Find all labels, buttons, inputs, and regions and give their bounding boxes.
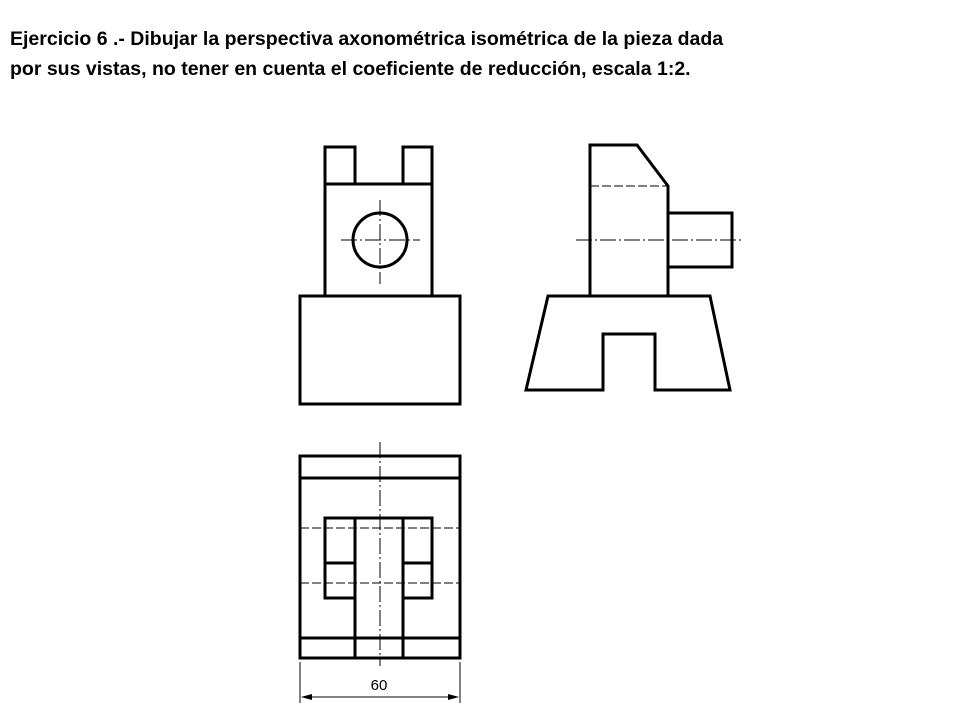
dimension-label: 60 — [370, 677, 388, 694]
side-view-upright — [590, 145, 668, 296]
top-view — [300, 442, 460, 666]
front-view-upright — [325, 147, 432, 296]
dimension-arrow-left — [301, 694, 312, 700]
side-view-base — [526, 296, 730, 390]
dimension-arrow-right — [448, 694, 459, 700]
front-view — [300, 147, 460, 404]
exercise-statement-line-1: Ejercicio 6 .- Dibujar la perspectiva axonométrica isométrica de la pieza dada — [10, 28, 724, 50]
front-view-base — [300, 296, 460, 404]
side-view — [526, 145, 744, 390]
dimension-60 — [300, 662, 460, 703]
exercise-statement-line-2: por sus vistas, no tener en cuenta el coeficiente de reducción, escala 1:2. — [10, 58, 691, 80]
